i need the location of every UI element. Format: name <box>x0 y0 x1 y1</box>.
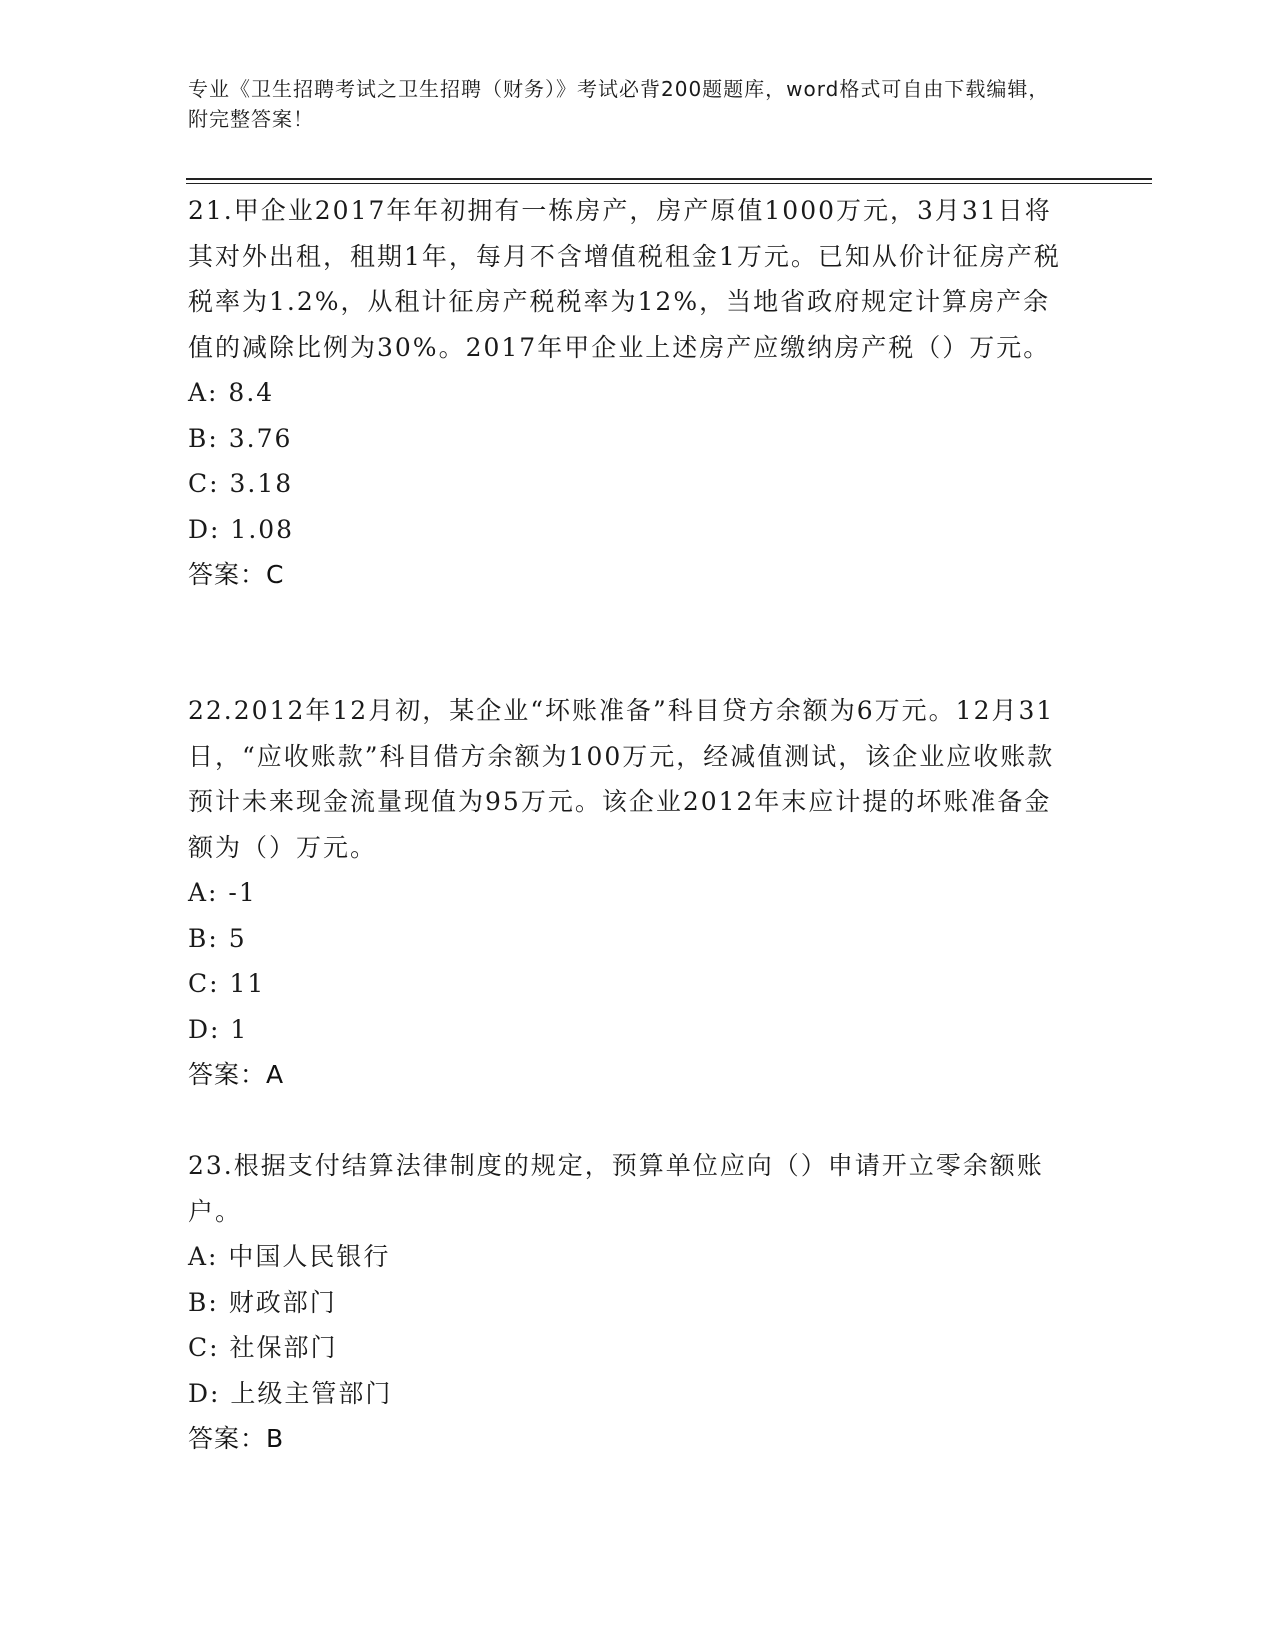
option-b: B: 财政部门 <box>188 1287 337 1317</box>
option-c: C: 3.18 <box>188 469 294 498</box>
option-d: D: 1 <box>188 1014 249 1044</box>
question-21 <box>188 188 1068 598</box>
header-divider-thick <box>186 178 1152 180</box>
question-23 <box>188 1143 1068 1462</box>
question-text: 22.2012年12月初，某企业“坏账准备”科目贷方余额为6万元。12月31日，“应收账款”科目借方余额为100万元，经减值测试，该企业应收账款预计未来现金流量现值为95万元。该企业2012年末应计提的坏账准备金额为（）万元。 <box>188 696 1055 862</box>
answer-line: 答案：A <box>188 1060 285 1089</box>
question-22 <box>188 688 1068 1098</box>
option-b: B: 3.76 <box>188 423 293 453</box>
document-header: 专业《卫生招聘考试之卫生招聘（财务）》考试必背200题题库，word格式可自由下载编辑，附完整答案！ <box>188 77 1050 131</box>
question-text: 21.甲企业2017年年初拥有一栋房产，房产原值1000万元，3月31日将其对外出租，租期1年，每月不含增值税租金1万元。已知从价计征房产税税率为1.2%，从租计征房产税税率为12%，当地省政府规定计算房产余值的减除比例为30%。2017年甲企业上述房产应缴纳房产税（）万元。 <box>188 196 1061 362</box>
question-text: 23.根据支付结算法律制度的规定，预算单位应向（）申请开立零余额账户。 <box>188 1151 1044 1226</box>
option-d: D: 上级主管部门 <box>188 1378 393 1408</box>
answer-line: 答案：B <box>188 1424 285 1453</box>
option-a: A: -1 <box>188 878 257 907</box>
answer-line: 答案：C <box>188 560 285 589</box>
option-a: A: 中国人民银行 <box>188 1242 391 1271</box>
header-divider-thin <box>186 183 1152 184</box>
option-a: A: 8.4 <box>188 378 275 407</box>
option-c: C: 社保部门 <box>188 1333 338 1362</box>
option-d: D: 1.08 <box>188 514 295 544</box>
option-c: C: 11 <box>188 969 266 998</box>
option-b: B: 5 <box>188 923 247 953</box>
